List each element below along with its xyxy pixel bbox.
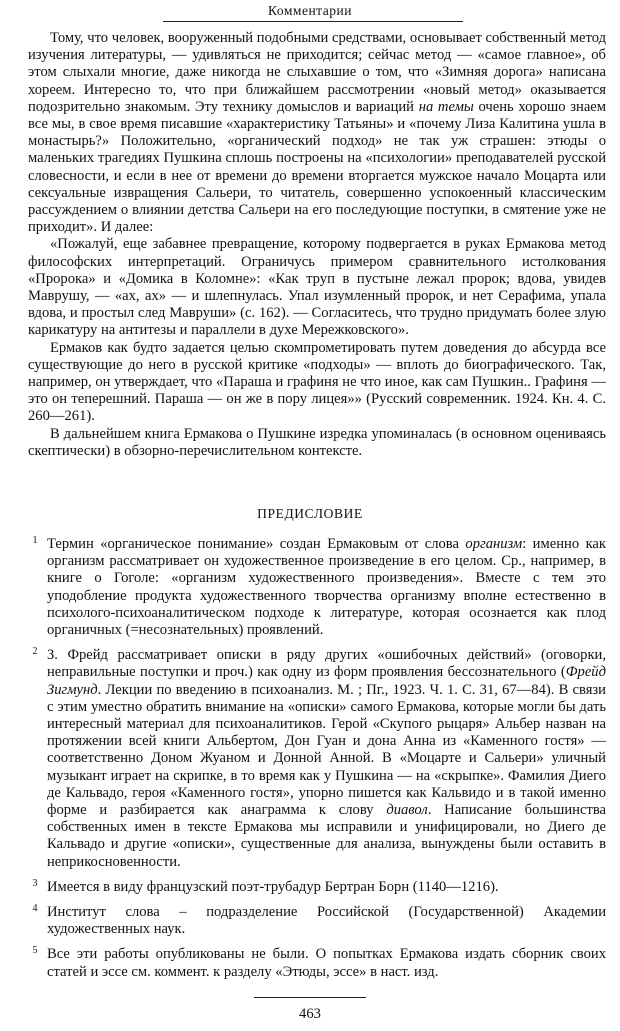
header-rule (163, 21, 463, 22)
footer-rule (254, 997, 366, 998)
footnote-item (28, 647, 606, 871)
footnote-number: 3 (32, 877, 38, 889)
footnote-item (28, 879, 606, 896)
text-run: В дальнейшем книга Ермакова о Пушкине изредка упоминалась (в основном оцениваясь скептически) в обзорно-перечислительном контексте. (28, 425, 606, 459)
italic-text: на темы (418, 98, 474, 115)
footnote-text (47, 879, 499, 895)
text-run: Институт слова – подразделение Российской (Государственной) Академии художественных наук. (47, 904, 606, 938)
footnote-item (28, 904, 606, 938)
commentary-paragraph (28, 30, 606, 236)
text-run: З. Фрейд рассматривает описки в ряду других «ошибочных действий» (оговорки, неправильные поступки и проч.) как одну из форм проявления бессознательного ( (47, 647, 606, 681)
text-run: очень хорошо знаем все мы, в свое время писавшие «характеристику Татьяны» и «почему Лиза Калитина ушла в монастырь?» Положительно, «органический подход» не так уж страшен: этюды о маленьких трагедиях Пушкина сплошь построены на «психологии» преподавателей русской словесности, и если в нее от времени до времени вторгается мужское начало Моцарта или сексуальные извращения Сальери, то читатель, совершенно успокоенный классическим рассуждением о влиянии детства Сальери на его последующие поступки, в смятение уже не приходит». И далее: (28, 98, 607, 236)
text-run: : именно как организм рассматривает он художественное произведение в его целом. Ср., например, в книге о Гоголе: «организм художественного произведения». Вместе с тем это уподобление продукта художественного творчества организму вполне естественно в психолого-психоаналитическом подходе к литературе, которая осознается как плод органичных (=несознательных) проявлений. (47, 536, 607, 639)
running-head: Комментарии (268, 3, 352, 18)
text-run: Термин «органическое понимание» создан Ермаковым от слова (47, 536, 466, 552)
italic-text: организм (465, 536, 523, 552)
italic-text: диавол (386, 802, 428, 819)
italic-text: Фрейд Зигмунд (47, 664, 606, 698)
footnote-item (28, 946, 606, 980)
footnote-number: 5 (32, 945, 38, 957)
section-title: ПРЕДИСЛОВИЕ (257, 506, 363, 521)
footnote-text (47, 536, 606, 638)
text-run: Ермаков как будто задается целью скомпрометировать путем доведения до абсурда все существующие до него в русской критике «подходы» — вплоть до биографического. Так, например, он утверждает, что «Параша и графиня не что иное, как сам Пушкин.. Графиня — это он теперешний. Параша — он же в пору лицея»» (Русский современник. 1924. Кн. 4. С. 260—261). (28, 339, 606, 425)
text-run: Имеется в виду французский поэт-трубадур Бертран Борн (1140—1216). (47, 878, 499, 895)
commentary-paragraph (28, 236, 606, 339)
commentary-paragraph (28, 340, 606, 426)
footnote-text (47, 647, 606, 869)
page-number: 463 (299, 1006, 321, 1022)
text-run: . Написание большинства собственных имен в тексте Ермакова мы исправили и унифицировали, но Диего де Кальвадо и другие «описки», существенные для анализа, вынуждены были оставить в неприкосновенности. (47, 802, 606, 870)
text-run: . Лекции по введению в психоанализ. М. ; Пг., 1923. Ч. 1. С. 31, 67—84). В связи с этим уместно обратить внимание на «описки» самого Ермакова, которые могли бы дать интересный материал для психоаналитиков. Герой «Скупого рыцаря» Альбер назван на протяжении всей книги Альбертом, Дон Гуан и дона Анна из «Каменного гостя» — соответственно Доном Жуаном и Донной Анной. В «Моцарте и Сальери» уличный музыкант играет на скрипке, в то время как у Пушкина — на «скрыпке». Фамилия Диего де Кальвадо, героя «Каменного гостя», упорно пишется как Кальвидо и в такой именно форме и разбирается как анаграмма к слову (47, 681, 606, 819)
text-run: «Пожалуй, еще забавнее превращение, которому подвергается в руках Ермакова метод философских интерпретаций. Ограничусь примером сравнительного истолкования «Пророка» и «Домика в Коломне»: «Как труп в пустыне лежал пророк; вдова, увидев Маврушу, — «ах, ах» — и шлепнулась. Упал изумленный пророк, и нет Серафима, упала вдова, и простыл след Мавруши» (с. 162). — Согласитесь, что трудно придумать более злую карикатуру на антитезы и параллели в духе Мережковского». (28, 236, 606, 339)
text-run: Все эти работы опубликованы не были. О попытках Ермакова издать сборник своих статей и эссе см. коммент. к разделу «Этюды, эссе» в наст. изд. (47, 946, 606, 980)
notes-list (28, 536, 606, 989)
commentary-text (28, 30, 606, 460)
footnote-text (47, 946, 606, 979)
footnote-text (47, 904, 606, 937)
text-run: Тому, что человек, вооруженный подобными средствами, основывает собственный метод изучения литературы, — удивляться не приходится; сейчас метод — «самое главное», об этом слыхали многие, даже никогда не слыхавшие о том, что «Зимняя дорога» написана хореем. Интересно то, что при ближайшем рассмотрении «новый метод» оказывается подозрительно знакомым. Эту технику домыслов и вариаций (28, 30, 606, 115)
footnote-number: 1 (32, 535, 38, 546)
footnote-number: 4 (32, 903, 38, 915)
footnote-number: 2 (32, 646, 38, 658)
footnote-item (28, 536, 606, 639)
commentary-paragraph (28, 426, 606, 460)
